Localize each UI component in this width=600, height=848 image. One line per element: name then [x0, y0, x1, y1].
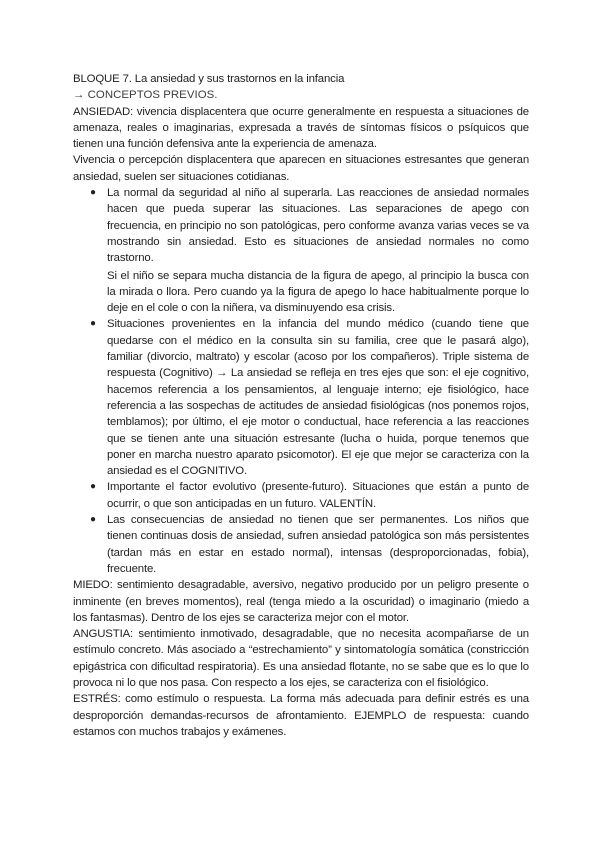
bullet-icon: ●	[90, 318, 96, 330]
definition-miedo: MIEDO: sentimiento desagradable, aversivo, negativo producido por un peligro presente o inminente (en breves momentos), real (tenga miedo a la oscuridad) o imaginario (miedo a los fantasmas). Dentro de los ejes se caracteriza mejor con el motor.	[73, 579, 529, 624]
block-title: BLOQUE 7. La ansiedad y sus trastornos en la infancia	[73, 73, 345, 85]
list-item	[73, 185, 529, 316]
definition-estres: ESTRÉS: como estímulo o respuesta. La forma más adecuada para definir estrés es una desproporción demandas-recursos de afrontamiento. EJEMPLO de respuesta: cuando estamos con muchos trabajos y exámenes.	[73, 693, 529, 738]
bullet-extra-text: Si el niño se separa mucha distancia de la figura de apego, al principio la busca con la mirada o llora. Pero cuando ya la figura de apego lo hace habitualmente porque lo deje en el cole o con la niñera, va disminuyendo esa crisis.	[107, 269, 529, 315]
bullet-list	[73, 185, 529, 577]
section-subtitle: → CONCEPTOS PREVIOS.	[73, 89, 218, 102]
list-item	[73, 512, 529, 577]
bullet-text: Las consecuencias de ansiedad no tienen que ser permanentes. Los niños que tienen continuas dosis de ansiedad, sufren ansiedad patológica son más persistentes (tardan más en estar en estado normal), intensas (desproporcionadas, fobia), frecuente.	[107, 514, 529, 575]
document-body	[73, 71, 529, 740]
bullet-text: Situaciones provenientes en la infancia del mundo médico (cuando tiene que quedarse con el médico en la consulta sin su familia, cree que le pasará algo), familiar (divorcio, maltrato) y escolar (acoso por los compañeros). Triple sistema de respuesta (Cognitivo) → La ansiedad se refleja en tres ejes que son: el eje cognitivo, hacemos referencia a los pensamientos, al lenguaje interno; eje fisiológico, hace referencia a las sospechas de actitudes de ansiedad fisiológicas (nos ponemos rojos, temblamos); por último, el eje motor o conductual, hace referencia a las reacciones que se tienen ante una situación estresante (lucha o huida, porque tenemos que poner en marcha nuestro aparato psicomotor). El eje que mejor se caracteriza con la ansiedad es el COGNITIVO.	[107, 318, 529, 478]
bullet-icon: ●	[90, 481, 96, 493]
list-item	[73, 316, 529, 479]
definition-angustia: ANGUSTIA: sentimiento inmotivado, desagradable, que no necesita acompañarse de un estímulo concreto. Más asociado a “estrechamiento” y sintomatología somática (constricción epigástrica con dificultad respiratoria). Es una ansiedad flotante, no se sabe que es lo que lo provoca ni lo que nos pasa. Con respecto a los ejes, se caracteriza con el fisiológico.	[73, 628, 529, 689]
bullet-icon: ●	[90, 187, 96, 199]
list-item	[73, 479, 529, 512]
bullet-icon: ●	[90, 514, 96, 526]
bullet-text: Importante el factor evolutivo (presente-futuro). Situaciones que están a punto de ocurrir, o que son anticipadas en un futuro. VALENTÍN.	[107, 481, 529, 510]
paragraph-ansiedad: ANSIEDAD: vivencia displacentera que ocurre generalmente en respuesta a situaciones de amenaza, reales o imaginarias, expresada a través de síntomas físicos o psíquicos que tienen una función defensiva ante la experiencia de amenaza.	[73, 105, 529, 151]
bullet-text: La normal da seguridad al niño al superarla. Las reacciones de ansiedad normales hacen que pueda superar las situaciones. Las separaciones de apego con frecuencia, en principio no son patológicas, pero conforme avanza varias veces se va mostrando sin ansiedad. Esto es situaciones de ansiedad normales no como trastorno.	[107, 187, 529, 265]
paragraph-vivencia: Vivencia o percepción displacentera que aparecen en situaciones estresantes que generan ansiedad, suelen ser situaciones cotidianas.	[73, 154, 529, 183]
